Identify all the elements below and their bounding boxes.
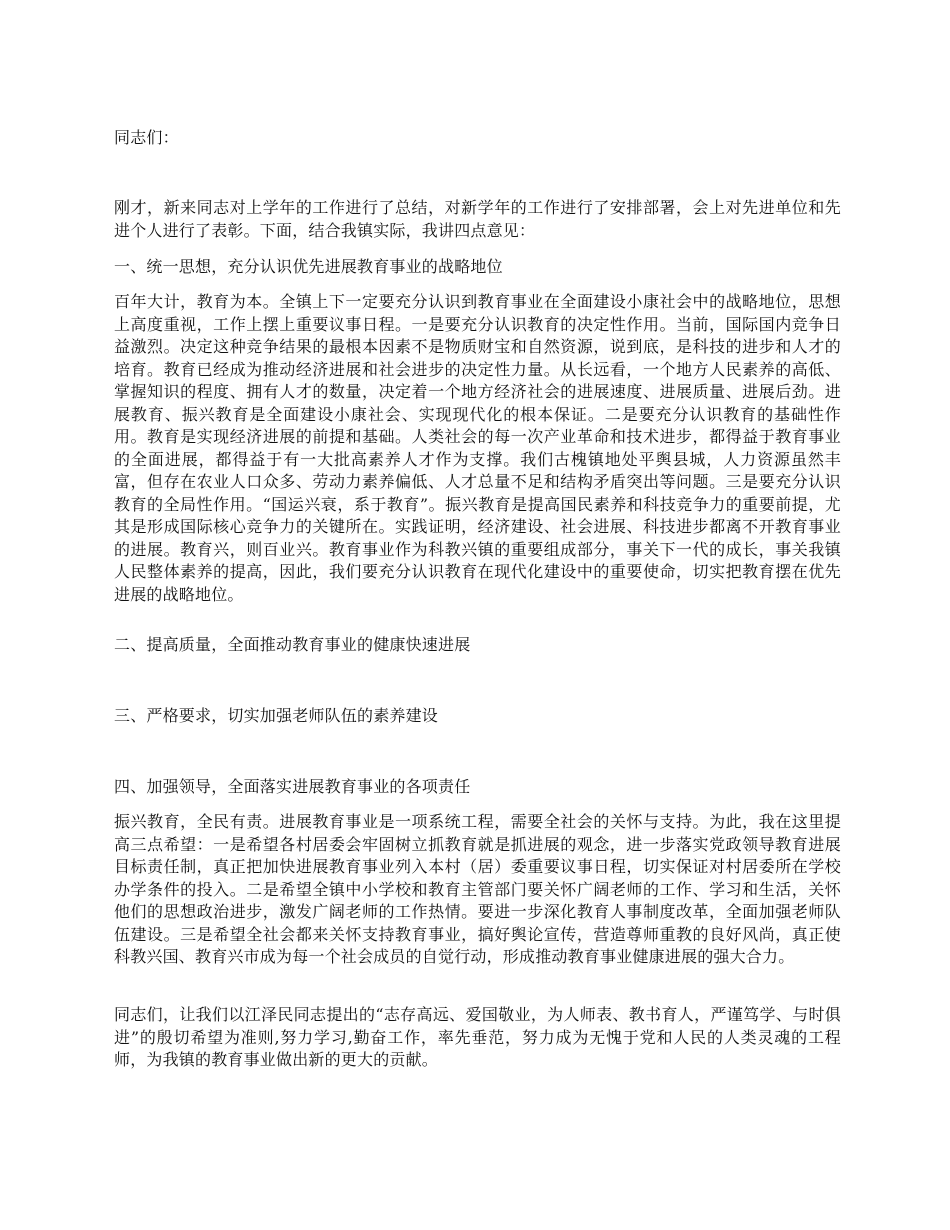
greeting: 同志们： bbox=[114, 128, 179, 147]
section-4-body: 振兴教育，全民有责。进展教育事业是一项系统工程，需要全社会的关怀与支持。为此，我在这里提高三点希望：一是希望各村居委会牢固树立抓教育就是抓进展的观念，进一步落实党政领导教育进展目标责任制，真正把加快进展教育事业列入本村（居）委重要议事日程，切实保证对村居委所在学校办学条件的投入。二是希望全镇中小学校和教育主管部门要关怀广阔老师的工作、学习和生活，关怀他们的思想政治进步，激发广阔老师的工作热情。要进一步深化教育人事制度改革，全面加强老师队伍建设。三是希望全社会都来关怀支持教育事业，搞好舆论宣传，营造尊师重教的良好风尚，真正使科教兴国、教育兴市成为每一个社会成员的自觉行动，形成推动教育事业健康进展的强大合力。 bbox=[114, 812, 841, 966]
section-2-heading: 二、提高质量，全面推动教育事业的健康快速进展 bbox=[114, 635, 471, 654]
section-3-heading: 三、严格要求，切实加强老师队伍的素养建设 bbox=[114, 706, 439, 725]
closing-paragraph: 同志们，让我们以江泽民同志提出的“志存高远、爱国敬业，为人师表、教书育人，严谨笃学、与时俱进”的殷切希望为准则,努力学习,勤奋工作，率先垂范，努力成为无愧于党和人民的人类灵魂的工程师，为我镇的教育事业做出新的更大的贡献。 bbox=[114, 1005, 841, 1069]
section-1-body: 百年大计，教育为本。全镇上下一定要充分认识到教育事业在全面建设小康社会中的战略地位，思想上高度重视，工作上摆上重要议事日程。一是要充分认识教育的决定性作用。当前，国际国内竞争日益激烈。决定这种竞争结果的最根本因素不是物质财宝和自然资源，说到底，是科技的进步和人才的培育。教育已经成为推动经济进展和社会进步的决定性力量。从长远看，一个地方人民素养的高低、掌握知识的程度、拥有人才的数量，决定着一个地方经济社会的进展速度、进展质量、进展后劲。进展教育、振兴教育是全面建设小康社会、实现现代化的根本保证。二是要充分认识教育的基础性作用。教育是实现经济进展的前提和基础。人类社会的每一次产业革命和技术进步，都得益于教育事业的全面进展，都得益于有一大批高素养人才作为支撑。我们古槐镇地处平舆县城，人力资源虽然丰富，但存在农业人口众多、劳动力素养偏低、人才总量不足和结构矛盾突出等问题。三是要充分认识教育的全局性作用。“国运兴衰，系于教育”。振兴教育是提高国民素养和科技竞争力的重要前提，尤其是形成国际核心竞争力的关键所在。实践证明，经济建设、社会进展、科技进步都离不开教育事业的进展。教育兴，则百业兴。教育事业作为科教兴镇的重要组成部分，事关下一代的成长，事关我镇人民整体素养的提高，因此，我们要充分认识教育在现代化建设中的重要使命，切实把教育摆在优先进展的战略地位。 bbox=[114, 292, 841, 604]
section-4-heading: 四、加强领导，全面落实进展教育事业的各项责任 bbox=[114, 777, 471, 796]
section-1-heading: 一、统一思想，充分认识优先进展教育事业的战略地位 bbox=[114, 257, 503, 276]
intro-paragraph: 刚才，新来同志对上学年的工作进行了总结，对新学年的工作进行了安排部署，会上对先进单位和先进个人进行了表彰。下面，结合我镇实际，我讲四点意见： bbox=[114, 198, 841, 240]
